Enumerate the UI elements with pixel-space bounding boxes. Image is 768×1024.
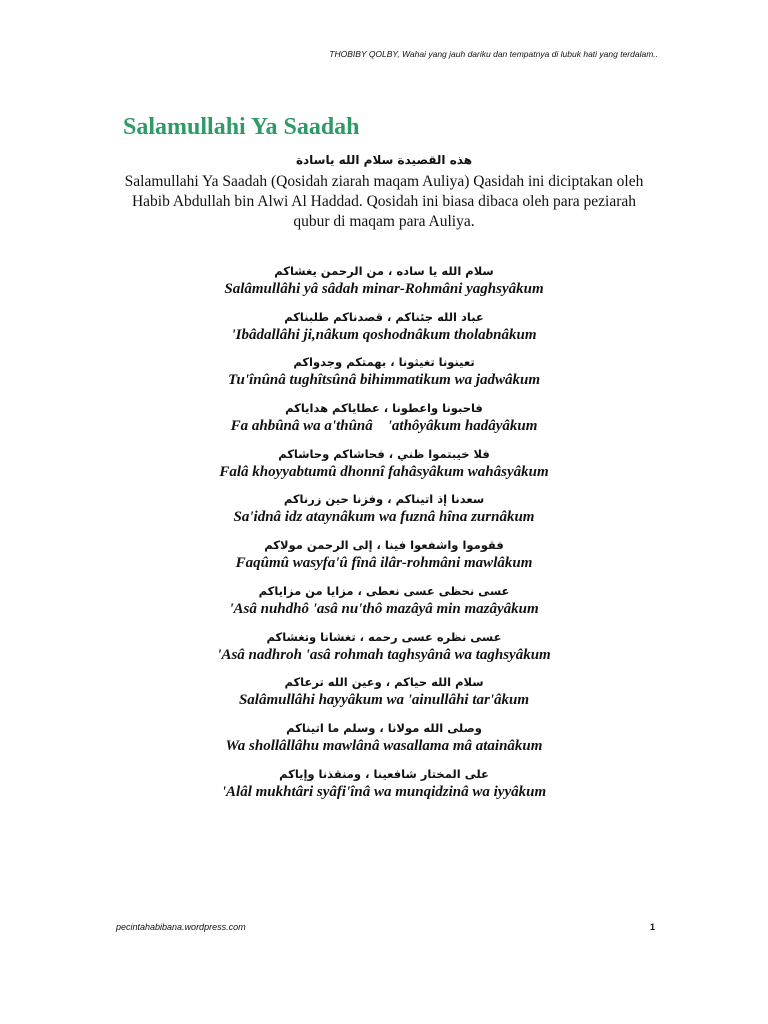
verse-1: [123, 264, 645, 310]
verse-transliteration: Salâmullâhi hayyâkum wa 'ainullâhi tar'âkum: [238, 692, 530, 709]
verse-10: [123, 675, 645, 721]
verse-transliteration: Salâmullâhi yâ sâdah minar-Rohmâni yaghsyâkum: [224, 281, 544, 297]
verse-transliteration: 'Asâ nadhroh 'asâ rohmah taghsyânâ wa taghsyâkum: [217, 646, 551, 663]
verse-arabic: فلا خيبتموا ظني ، فحاشاكم وحاشاكم: [278, 446, 490, 461]
verse-arabic: تعينونا تغيثونا ، بهمتكم وجدواكم: [293, 355, 475, 370]
page-number: 1: [650, 922, 656, 932]
verse-9: [123, 630, 645, 676]
footer-site: pecintahabibana.wordpress.com: [116, 922, 246, 932]
verse-arabic: وصلى الله مولانا ، وسلم ما اتيناكم: [286, 720, 482, 735]
verse-arabic: عسى نحظى عسى نعطى ، مزايا من مزاياكم: [258, 583, 510, 598]
verse-transliteration: Sa'idnâ idz ataynâkum wa fuznâ hîna zurnâkum: [233, 509, 535, 526]
verse-arabic: عسى نظره عسى رحمه ، تغشانا وتغشاكم: [266, 629, 502, 644]
verse-transliteration: Faqûmû wasyfa'û fînâ ilâr-rohmâni mawlâkum: [235, 555, 533, 572]
page-title: Salamullahi Ya Saadah: [123, 114, 360, 140]
verse-5: [123, 447, 645, 493]
verse-2: [123, 310, 645, 356]
verse-transliteration: Falâ khoyyabtumû dhonnî fahâsyâkum wahâsyâkum: [219, 463, 549, 480]
verse-list: [123, 264, 645, 812]
page-header: THOBIBY QOLBY, Wahai yang jauh dariku dan tempatnya di lubuk hati yang terdalam..: [329, 49, 658, 59]
verse-transliteration: 'Asâ nuhdhô 'asâ nu'thô mazâyâ min mazâyâkum: [229, 600, 539, 617]
verse-transliteration: 'Alâl mukhtâri syâfi'înâ wa munqidzinâ wa iyyâkum: [221, 783, 547, 800]
verse-arabic: سلام الله يا ساده ، من الرحمن يغشاكم: [274, 264, 494, 278]
verse-8: [123, 584, 645, 630]
arabic-subtitle: هذه القصيدة سلام الله ياسادة: [295, 153, 473, 167]
verse-3: [123, 355, 645, 401]
verse-4: [123, 401, 645, 447]
verse-transliteration: Tu'înûnâ tughîtsûnâ bihimmatikum wa jadwâkum: [227, 372, 541, 389]
verse-arabic: سلام الله حياكم ، وعين الله ترعاكم: [284, 675, 484, 690]
verse-7: [123, 538, 645, 584]
verse-arabic: عباد الله جئناكم ، قصدناكم طلبناكم: [284, 309, 484, 324]
verse-arabic: على المختار شافعينا ، ومنقذنا وإياكم: [279, 766, 489, 781]
verse-arabic: سعدنا إذ اتيناكم ، وفزنا حين زرناكم: [283, 492, 485, 507]
verse-11: [123, 721, 645, 767]
verse-arabic: فقوموا واشفعوا فينا ، إلى الرحمن مولاكم: [264, 538, 504, 553]
verse-arabic: فاحبونا واعطونا ، عطاياكم هداياكم: [285, 401, 483, 416]
verse-12: [123, 767, 645, 813]
verse-transliteration: Wa shollâllâhu mawlânâ wasallama mâ atainâkum: [225, 737, 543, 754]
verse-6: [123, 492, 645, 538]
verse-transliteration: Fa ahbûnâ wa a'thûnâ 'athôyâkum hadâyâkum: [230, 418, 538, 435]
intro-paragraph: Salamullahi Ya Saadah (Qosidah ziarah maqam Auliya) Qasidah ini diciptakan oleh Habib Abdullah bin Alwi Al Haddad. Qosidah ini biasa dibaca oleh para peziarah qubur di maqam para Auliya.: [124, 173, 644, 230]
verse-transliteration: 'Ibâdallâhi ji,nâkum qoshodnâkum tholabnâkum: [231, 326, 537, 343]
